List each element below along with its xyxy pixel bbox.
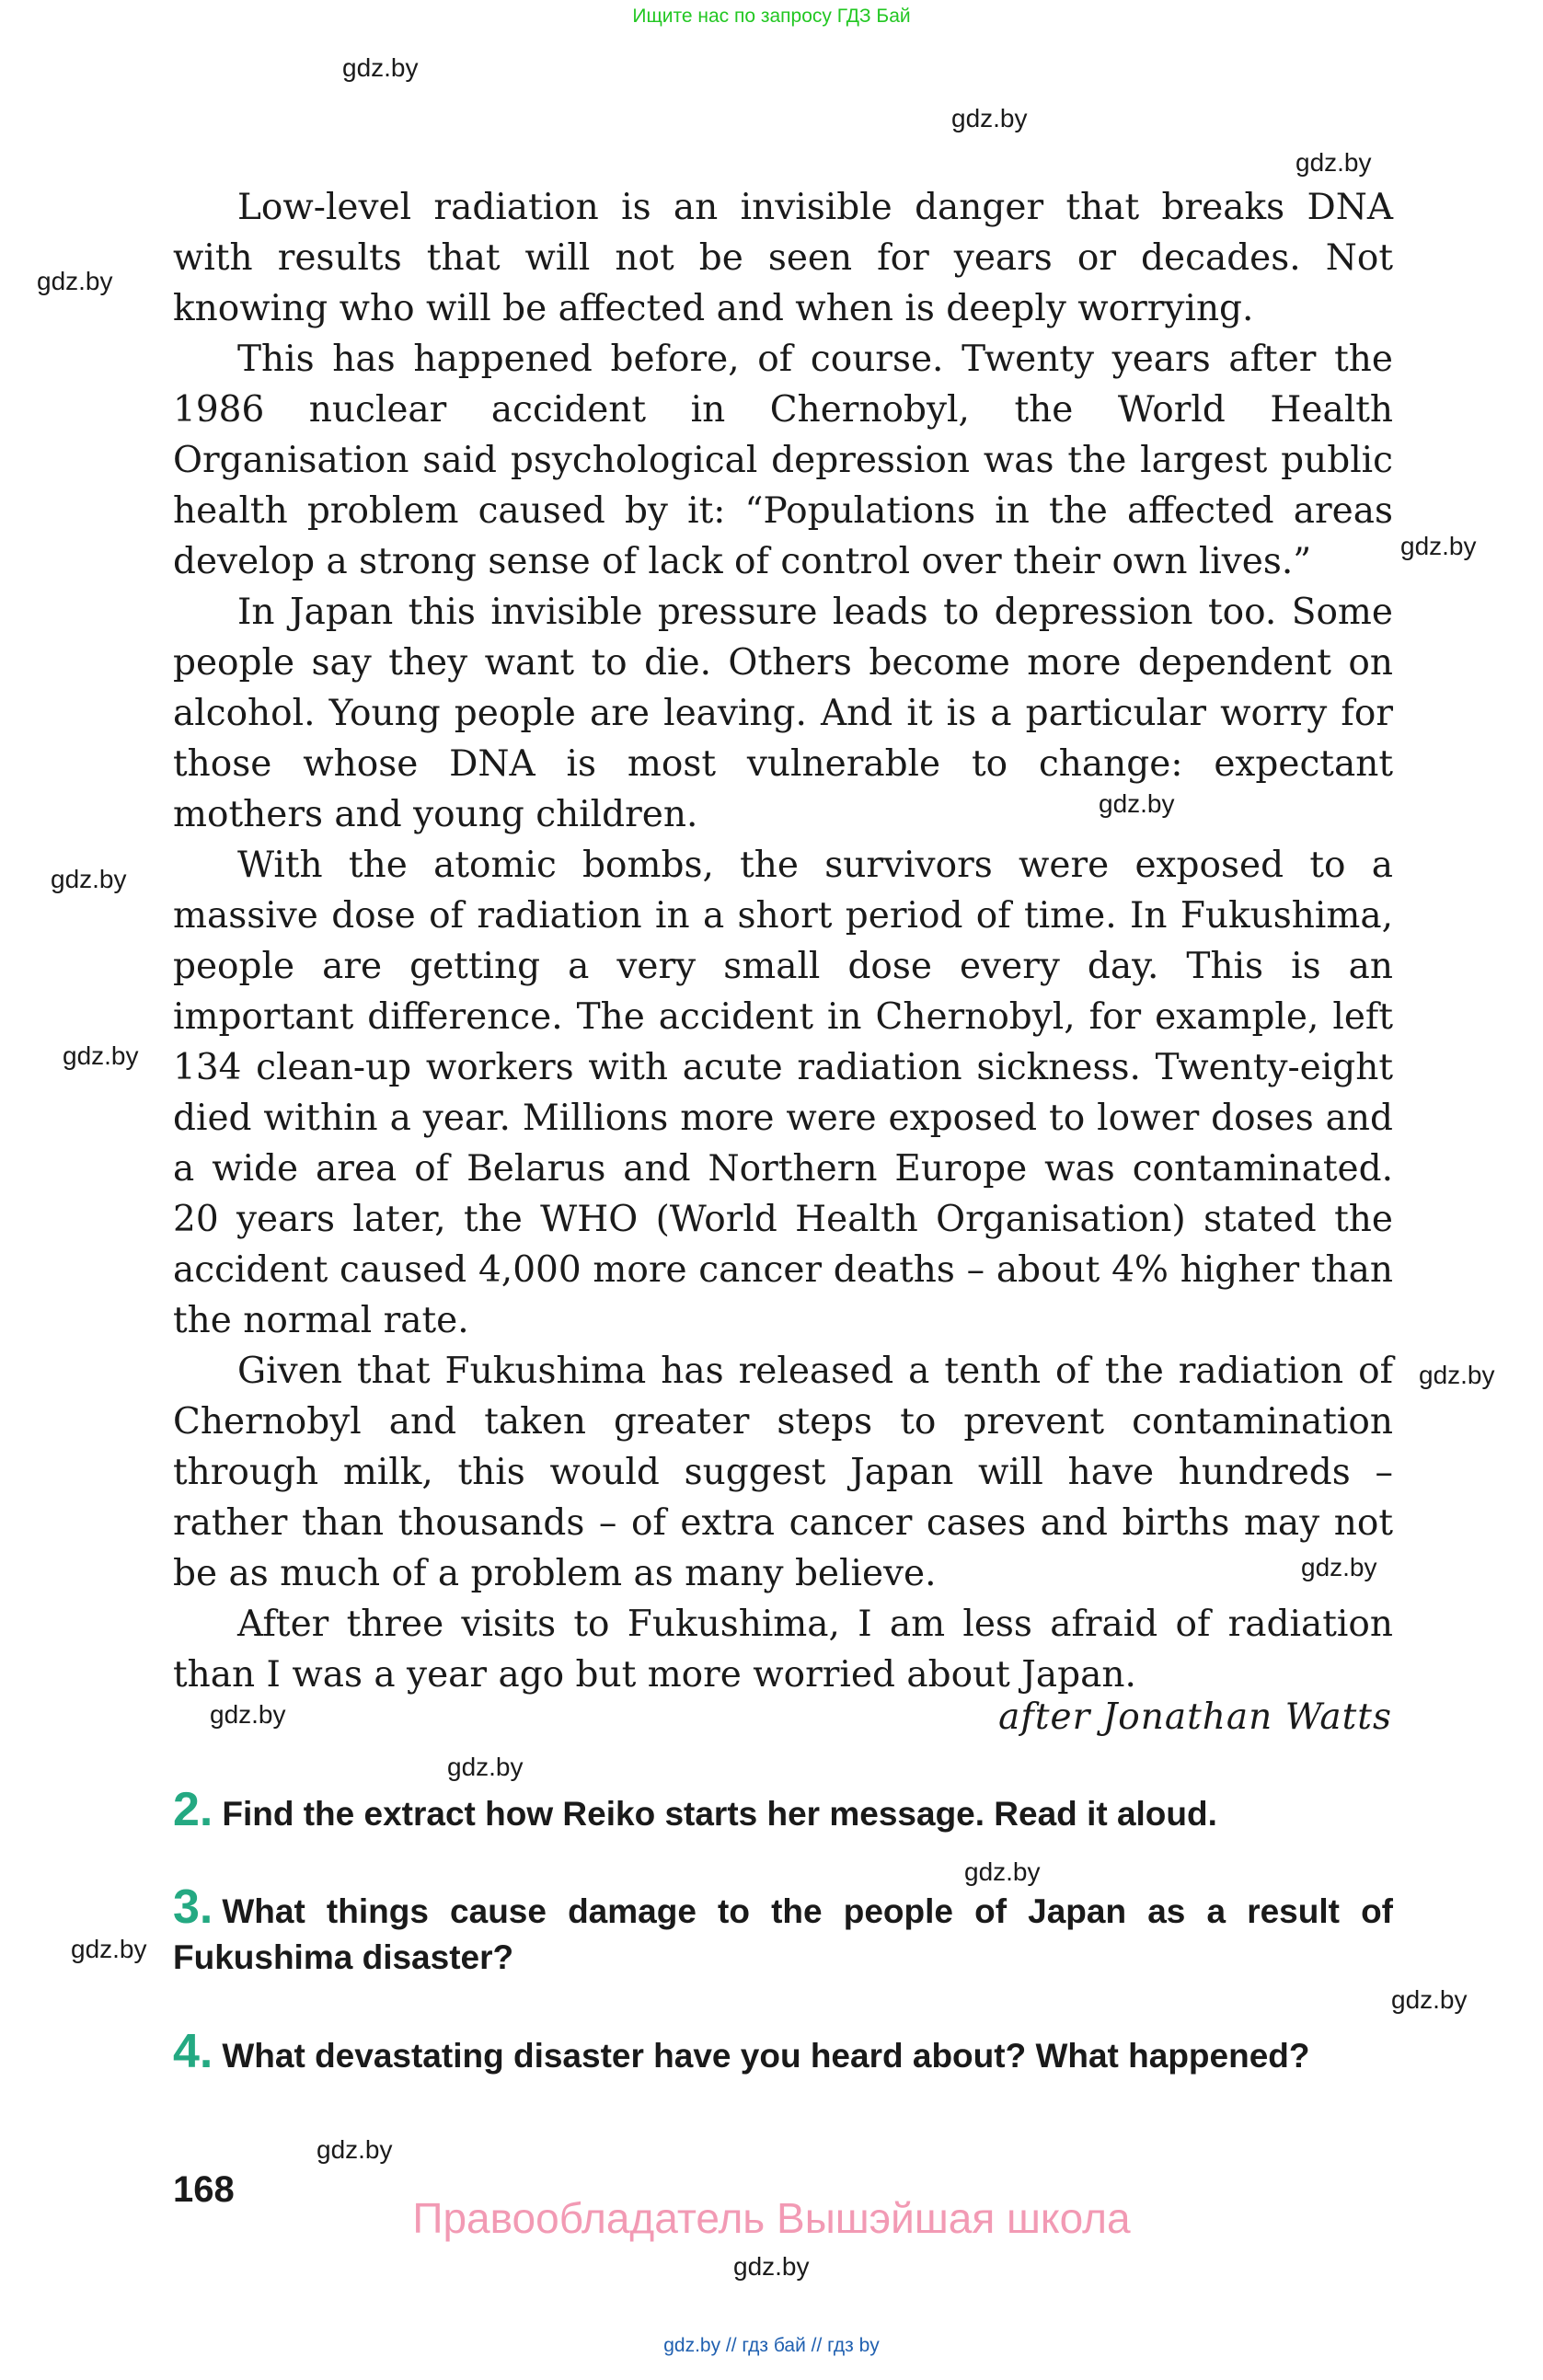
page-number: 168 xyxy=(173,2169,235,2210)
watermark: gdz.by xyxy=(37,267,113,295)
task-3 xyxy=(173,1880,1393,1981)
watermark: gdz.by xyxy=(317,2135,393,2164)
article-paragraph: With the atomic bombs, the survivors were exposed to a massive dose of radiation in a short period of time. In Fukushima, people are getting a very small dose every day. This is an important difference. The accident in Chernobyl, for example, left 134 clean-up workers with acute radiation sickness. Twenty-eight died within a year. Millions more were exposed to lower doses and a wide area of Belarus and Northern Europe was contaminated. 20 years later, the WHO (World Health Organisation) stated the accident caused 4,000 more cancer deaths – about 4% higher than the normal rate. xyxy=(173,845,1393,1341)
task-text: What things cause damage to the people of Japan as a result of Fukushima disaster? xyxy=(173,1892,1393,1976)
article-author: after Jonathan Watts xyxy=(998,1696,1392,1738)
top-banner[interactable]: Ищите нас по запросу ГДЗ Бай xyxy=(632,6,911,27)
task-4 xyxy=(173,2025,1393,2079)
watermark: gdz.by xyxy=(1391,1985,1468,2014)
article-paragraph: After three visits to Fukushima, I am less afraid of radiation than I was a year ago but more worried about Japan. xyxy=(173,1604,1393,1696)
watermark: gdz.by xyxy=(447,1753,524,1781)
watermark: gdz.by xyxy=(51,865,127,893)
watermark: gdz.by xyxy=(964,1857,1041,1886)
watermark: gdz.by xyxy=(63,1041,139,1070)
task-number: 4. xyxy=(173,2025,213,2078)
task-2 xyxy=(173,1783,1393,1837)
task-number: 3. xyxy=(173,1880,213,1934)
article-body xyxy=(173,182,1393,1700)
watermark: gdz.by xyxy=(1099,789,1175,818)
article-paragraph: Given that Fukushima has released a tenth of the radiation of Chernobyl and taken greater steps to prevent contamination through milk, this would suggest Japan will have hundreds – rather than thousands – of extra cancer cases and births may not be as much of a problem as many believe. xyxy=(173,1351,1393,1594)
article-paragraph: Low-level radiation is an invisible danger that breaks DNA with results that will not be seen for years or decades. Not knowing who will be affected and when is deeply worrying. xyxy=(173,187,1393,329)
watermark: gdz.by xyxy=(951,104,1028,132)
watermark: gdz.by xyxy=(1295,148,1372,177)
watermark: gdz.by xyxy=(71,1935,147,1963)
watermark: gdz.by xyxy=(1419,1361,1495,1389)
task-text: Find the extract how Reiko starts her message. Read it aloud. xyxy=(222,1795,1217,1833)
watermark: gdz.by xyxy=(342,53,419,82)
article-paragraph: In Japan this invisible pressure leads to depression too. Some people say they want to die. Others become more dependent on alcohol. Young people are leaving. And it is a particular worry for those whose DNA is most vulnerable to change: expectant mothers and young children. xyxy=(173,592,1393,835)
watermark: gdz.by xyxy=(1400,532,1477,560)
watermark: gdz.by xyxy=(210,1700,286,1729)
article-paragraph: This has happened before, of course. Twenty years after the 1986 nuclear accident in Chernobyl, the World Health Organisation said psychological depression was the largest public health problem caused by it: “Populations in the affected areas develop a strong sense of lack of control over their own lives.” xyxy=(173,339,1393,582)
watermark: gdz.by xyxy=(733,2252,810,2281)
copyright-owner: Правообладатель Вышэйшая школа xyxy=(412,2194,1131,2242)
task-number: 2. xyxy=(173,1783,213,1836)
footer-links[interactable]: gdz.by // гдз бай // гдз by xyxy=(663,2335,880,2356)
watermark: gdz.by xyxy=(1301,1553,1377,1581)
task-text: What devastating disaster have you heard about? What happened? xyxy=(222,2037,1310,2075)
